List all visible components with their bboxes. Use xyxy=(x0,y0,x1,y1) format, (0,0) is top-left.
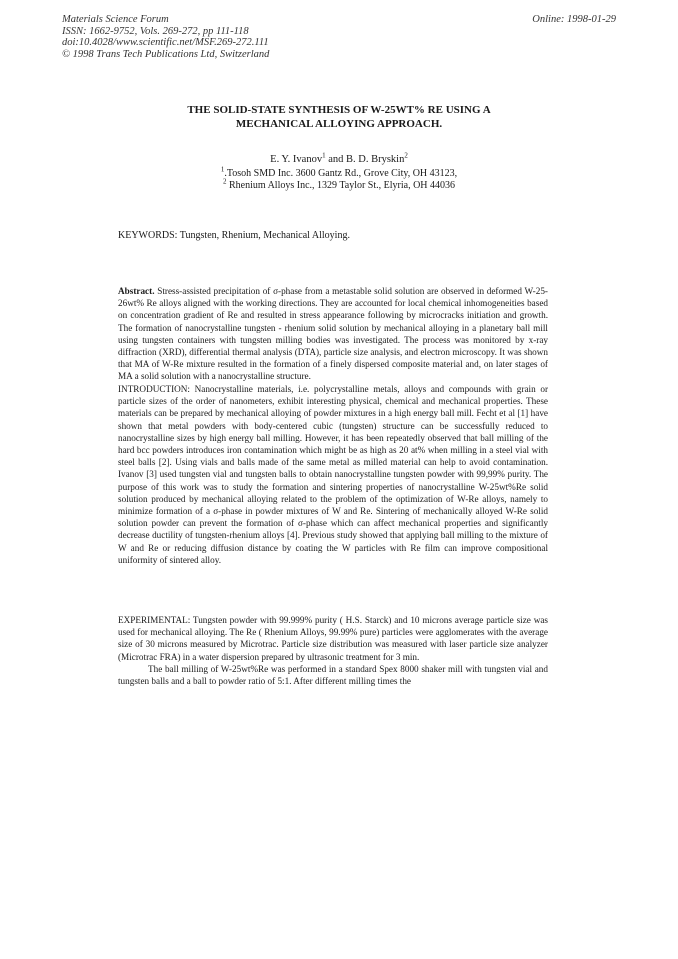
author-list xyxy=(0,151,678,166)
affiliation-2-mark: 2 xyxy=(222,177,227,186)
doi-link[interactable]: doi:10.4028/www.scientific.net/MSF.269-272.111 xyxy=(62,37,269,49)
experimental-paragraph-2: The ball milling of W-25wt%Re was performed in a standard Spex 8000 shaker mill with tungsten vial and tungsten balls and a ball to powder ratio of 5:1. After different milling times the xyxy=(118,663,548,687)
affiliation-1 xyxy=(0,165,678,180)
title-line-2: MECHANICAL ALLOYING APPROACH. xyxy=(235,117,443,130)
author-1-affil-mark: 1 xyxy=(322,151,326,160)
affiliation-1-text: .Tosoh SMD Inc. 3600 Gantz Rd., Grove City, OH 43123, xyxy=(224,168,458,179)
experimental-section xyxy=(118,614,548,687)
keywords: KEYWORDS: Tungsten, Rhenium, Mechanical Alloying. xyxy=(118,230,350,241)
introduction-section: INTRODUCTION: Nanocrystalline materials, i.e. polycrystalline metals, alloys and compounds with grain or particle sizes of the order of nanometers, exhibit interesting physical, chemical and mechanical properties. These materials can be prepared by mechanical alloying of powder mixtures in a high energy ball mill. Fecht et al [1] have shown that metal powders with body-centered cubic (tungsten) structure can be successfully reduced to nanocrystalline sizes by high energy ball milling. However, it has been repeatedly observed that ball milling of the hard bcc powders introduces iron contamination which might be as high as 20 at% when milling in a steel vial with steel balls [2]. Using vials and balls made of the same metal as milled material can help to avoid contamination. Ivanov [3] used tungsten vial and tungsten balls to obtain nanocrystalline tungsten powder with 99,99% purity. The purpose of this work was to study the formation and sintering properties of nanocrystalline W-25wt%Re solid solution produced by mechanical alloying related to the problem of the optimization of W-Re alloys, namely to minimize formation of a σ-phase in powder mixtures of W and Re. Sintering of mechanically alloyed W-Re solid solution powder can prevent the formation of σ-phase which can affect mechanical properties and significantly decrease ductility of tungsten-rhenium alloys [4]. Previous study showed that applying ball milling to the mixture of W and Re or reducing diffusion distance by coating the W particles with Re film can improve compositional uniformity of sintered alloy. xyxy=(118,384,548,565)
affiliations xyxy=(0,165,678,192)
author-conjunction: and xyxy=(325,154,346,165)
abstract-text: Stress-assisted precipitation of σ-phase from a metastable solid solution are observed in deformed W-25-26wt% Re alloys aligned with the working directions. They are accounted for local chemical inhomogeneities based on concentration gradient of Re and resulted in stress appearance following by microcracks initiation and growth. The formation of nanocrystalline tungsten - rhenium solid solution by mechanical alloying in a planetary ball mill using tungsten containers with tungsten milling bodies was investigated. The process was monitored by x-ray diffraction (XRD), differential thermal analysis (DTA), particle size analysis, and electron microscopy. It was shown that MA of W-Re mixture resulted in the formation of a finely dispersed composite material and, on later stages of MA a solid solution with a nanocrystalline structure. xyxy=(118,286,548,382)
abstract xyxy=(118,285,548,383)
publication-metadata xyxy=(62,14,269,60)
journal-name: Materials Science Forum xyxy=(62,14,169,25)
affiliation-2-text: Rhenium Alloys Inc., 1329 Taylor St., Elyria, OH 44036 xyxy=(226,180,456,191)
title-line-1: THE SOLID-STATE SYNTHESIS OF W-25WT% RE USING A xyxy=(187,104,491,116)
author-2-affil-mark: 2 xyxy=(404,151,408,160)
online-date: Online: 1998-01-29 xyxy=(532,14,616,25)
paper-title xyxy=(0,104,678,131)
issn-line: ISSN: 1662-9752, Vols. 269-272, pp 111-118 xyxy=(62,25,249,37)
author-2: B. D. Bryskin xyxy=(346,154,405,165)
abstract-label: Abstract. xyxy=(118,286,155,296)
affiliation-2 xyxy=(0,177,678,192)
copyright-line: © 1998 Trans Tech Publications Ltd, Switzerland xyxy=(62,48,270,60)
experimental-paragraph-1: EXPERIMENTAL: Tungsten powder with 99.999% purity ( H.S. Starck) and 10 microns average particle size was used for mechanical alloying. The Re ( Rhenium Alloys, 99.99% pure) particles were agglomerates with the average size of 30 microns measured by Microtrac. Particle size distribution was measured with laser particle size analyzer (Microtrac FRA) in a water dispersion prepared by ultrasonic treatment for 3 min. xyxy=(118,615,548,662)
affiliation-1-mark: 1 xyxy=(220,165,225,174)
author-1: E. Y. Ivanov xyxy=(270,154,323,165)
